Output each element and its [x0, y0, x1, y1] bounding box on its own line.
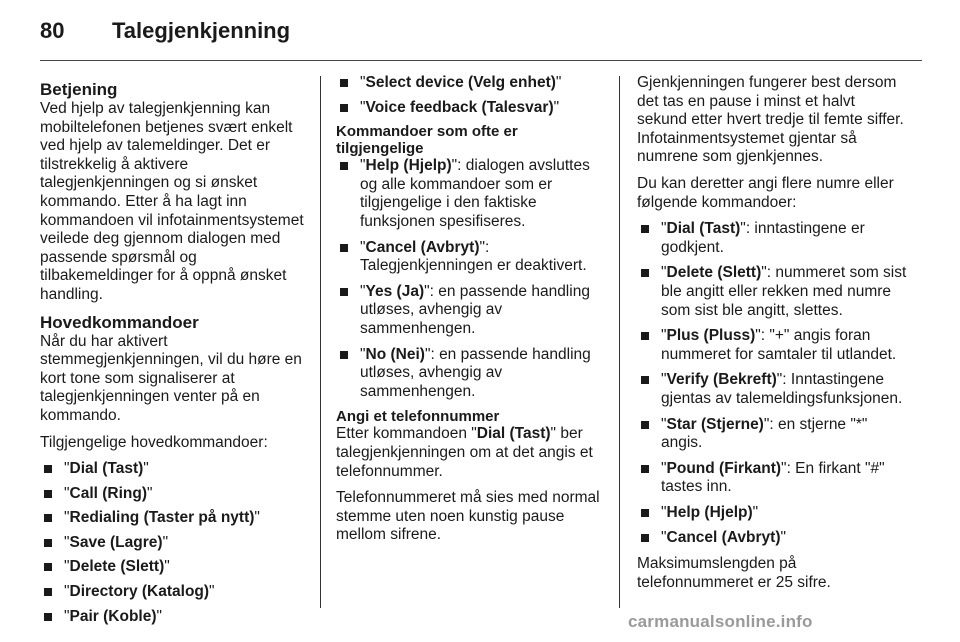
command-label: Yes (Ja) — [365, 282, 425, 300]
bullet-icon — [44, 588, 52, 596]
text-segment: Etter kommandoen " — [336, 425, 477, 443]
command-label: Verify (Bekreft) — [666, 371, 777, 389]
list-item: "Help (Hjelp)": dialogen avsluttes og alle kommandoer som er tilgjengelige i den faktiske funksjonen spesifiseres. — [336, 157, 608, 231]
bullet-icon — [340, 351, 348, 359]
number-command-list — [637, 220, 909, 548]
command-description: : en stjerne "*" angis. — [661, 415, 868, 452]
command-description: : Talegjenkjenningen er deaktivert. — [360, 238, 587, 275]
column-2 — [336, 74, 608, 553]
list-item: "Cancel (Avbryt)" — [637, 529, 909, 548]
command-description: : nummeret som sist ble angitt eller rekken med numre som sist ble angitt, slettes. — [661, 264, 907, 319]
command-label: No (Nei) — [365, 345, 425, 363]
column-divider-2 — [619, 76, 620, 608]
paragraph-recognition: Gjenkjenningen fungerer best dersom det tas en pause i minst et halvt sekund etter hvert tredje til femte siffer. Infotainmentsystemet gjentar så numrene som gjenkjennes. — [637, 74, 904, 166]
command-label: Help (Hjelp) — [365, 157, 452, 175]
command-description: : Inntastingene gjentas av talemeldingsfunksjonen. — [661, 371, 903, 407]
command-description: : En firkant "#" tastes inn. — [661, 459, 885, 496]
list-item: "Dial (Tast)": inntastingene er godkjent. — [637, 220, 909, 257]
list-item: "Redialing (Taster på nytt)" — [40, 509, 310, 528]
list-item: "Pair (Koble)" — [40, 608, 310, 627]
list-item: "Plus (Pluss)": "+" angis foran nummeret for samtaler til utlandet. — [637, 327, 909, 364]
command-label: Dial (Tast) — [69, 460, 144, 478]
command-label: Delete (Slett) — [666, 264, 762, 282]
bullet-icon — [641, 534, 649, 542]
watermark: carmanualsonline.info — [628, 612, 813, 631]
command-description: : en passende handling utløses, avhengig av sammenhengen. — [360, 282, 590, 337]
command-label: Select device (Velg enhet) — [365, 74, 556, 91]
command-description: : inntastingene er godkjent. — [661, 220, 865, 256]
list-item: "Verify (Bekreft)": Inntastingene gjentas av talemeldingsfunksjonen. — [637, 371, 909, 408]
command-label: Save (Lagre) — [69, 533, 163, 551]
heading-enter-number: Angi et telefonnummer — [336, 408, 500, 426]
bullet-icon — [44, 563, 52, 571]
command-label: Cancel (Avbryt) — [666, 529, 781, 547]
command-description: : "+" angis foran nummeret for samtaler til utlandet. — [661, 327, 897, 363]
paragraph-available-commands: Tilgjengelige hovedkommandoer: — [40, 433, 268, 451]
paragraph-max-length: Maksimumslengden på telefonnummeret er 25 sifre. — [637, 555, 831, 591]
bullet-icon — [44, 514, 52, 522]
bullet-icon — [641, 269, 649, 277]
bullet-icon — [641, 465, 649, 473]
command-label: Delete (Slett) — [69, 558, 165, 576]
list-item: "Cancel (Avbryt)": Talegjenkjenningen er deaktivert. — [336, 239, 608, 276]
list-item: "Help (Hjelp)" — [637, 504, 909, 523]
command-label: Help (Hjelp) — [666, 503, 753, 521]
command-description: : dialogen avsluttes og alle kommandoer som er tilgjengelige i den faktiske funksjonen spesifiseres. — [360, 157, 590, 230]
paragraph-normal-voice: Telefonnummeret må sies med normal stemme uten noen kunstig pause mellom sifrene. — [336, 489, 600, 544]
common-command-list — [336, 157, 608, 401]
bullet-icon — [340, 288, 348, 296]
list-item: "Voice feedback (Talesvar)" — [336, 99, 608, 118]
list-item: "Star (Stjerne)": en stjerne "*" angis. — [637, 416, 909, 453]
command-label: Pair (Koble) — [69, 607, 157, 625]
command-label: Call (Ring) — [69, 484, 148, 502]
list-item: "Save (Lagre)" — [40, 534, 310, 553]
bullet-icon — [641, 332, 649, 340]
column-divider-1 — [320, 76, 321, 608]
bullet-icon — [641, 225, 649, 233]
list-item: "Directory (Katalog)" — [40, 583, 310, 602]
list-item: "Delete (Slett)": nummeret som sist ble angitt eller rekken med numre som sist ble angitt, slettes. — [637, 264, 909, 320]
bullet-icon — [44, 465, 52, 473]
command-label: Voice feedback (Talesvar) — [365, 98, 554, 116]
bullet-icon — [641, 376, 649, 384]
list-item: "Select device (Velg enhet)" — [336, 74, 608, 93]
bullet-icon — [340, 162, 348, 170]
command-dial: Dial (Tast) — [476, 425, 551, 443]
command-description: : en passende handling utløses, avhengig av sammenhengen. — [360, 345, 591, 400]
command-label: Cancel (Avbryt) — [365, 238, 480, 256]
main-command-list — [40, 460, 310, 626]
page-header — [0, 0, 960, 62]
command-label: Pound (Firkant) — [666, 459, 782, 477]
bullet-icon — [340, 244, 348, 252]
bullet-icon — [340, 79, 348, 87]
list-item: "Call (Ring)" — [40, 485, 310, 504]
heading-common-commands: Kommandoer som ofte er tilgjengelige — [336, 123, 518, 158]
list-item: "Delete (Slett)" — [40, 558, 310, 577]
text-segment: " ber talegjenkjenningen om at det angis et telefonnummer. — [336, 425, 593, 480]
heading-hovedkommandoer: Hovedkommandoer — [40, 312, 199, 332]
list-item: "Pound (Firkant)": En firkant "#" tastes inn. — [637, 460, 909, 497]
command-label: Dial (Tast) — [666, 220, 741, 238]
list-item: "No (Nei)": en passende handling utløses, avhengig av sammenhengen. — [336, 346, 608, 402]
column-1 — [40, 76, 310, 632]
command-label: Directory (Katalog) — [69, 583, 210, 601]
bullet-icon — [44, 539, 52, 547]
command-label: Star (Stjerne) — [666, 415, 764, 433]
column-3 — [637, 74, 909, 600]
heading-betjening: Betjening — [40, 80, 118, 99]
list-item: "Dial (Tast)" — [40, 460, 310, 479]
bullet-icon — [641, 509, 649, 517]
paragraph-betjening: Ved hjelp av talegjenkjenning kan mobiltelefonen betjenes svært enkelt ved hjelp av talemeldinger. Det er tilstrekkelig å aktivere talegjenkjenningen og si ønsket kommando. Etter å ha lagt inn kommandoen vil infotainmentsystemet veilede deg gjennom dialogen med passende spørsmål og tilbakemeldinger for å oppnå ønsket handling. — [40, 100, 304, 303]
command-label: Redialing (Taster på nytt) — [69, 509, 255, 527]
page-number: 80 — [40, 18, 65, 43]
continued-command-list — [336, 74, 608, 117]
bullet-icon — [340, 104, 348, 112]
bullet-icon — [641, 421, 649, 429]
bullet-icon — [44, 613, 52, 621]
paragraph-hovedkommandoer: Når du har aktivert stemmegjenkjenningen, vil du høre en kort tone som signaliserer at talegjenkjenningen venter på en kommando. — [40, 332, 302, 424]
paragraph-enter-number — [336, 425, 608, 481]
page-title: Talegjenkjenning — [112, 18, 291, 43]
header-rule — [40, 60, 922, 61]
paragraph-more-numbers: Du kan deretter angi flere numre eller følgende kommandoer: — [637, 174, 894, 211]
command-label: Plus (Pluss) — [666, 327, 756, 345]
bullet-icon — [44, 490, 52, 498]
list-item: "Yes (Ja)": en passende handling utløses, avhengig av sammenhengen. — [336, 283, 608, 339]
